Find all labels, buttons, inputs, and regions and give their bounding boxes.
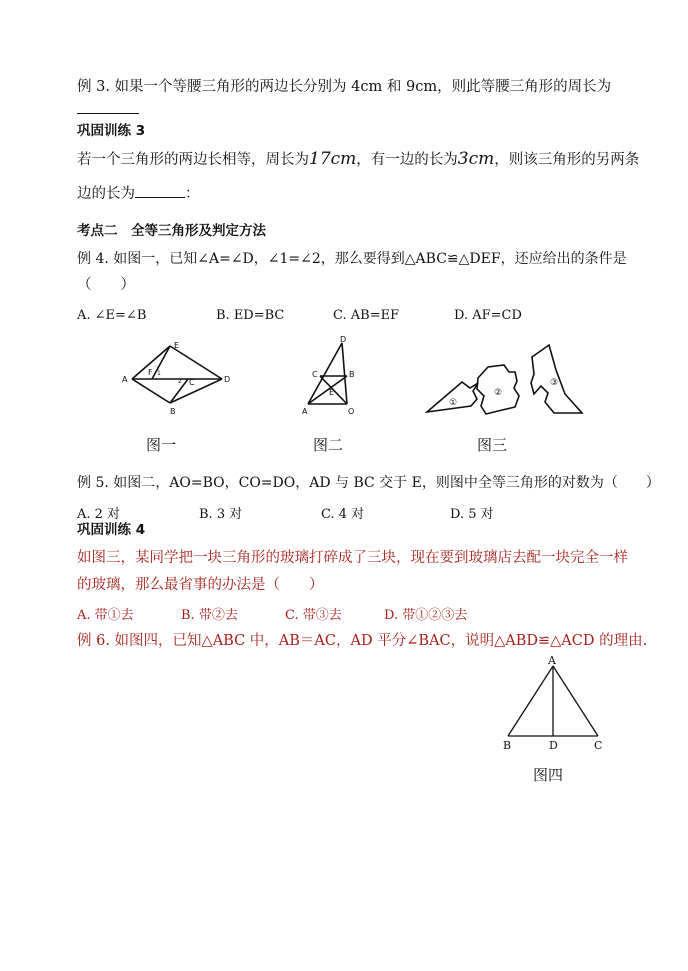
fig1-label-2: 2 <box>178 378 182 385</box>
figure-4-caption: 图四 <box>533 766 564 784</box>
fig2-label-b: B <box>349 370 355 379</box>
ex5-text: 例 5. 如图二，AO=BO，CO=DO，AD 与 BC 交于 E，则图中全等三角形的对数为（ ） <box>77 475 660 491</box>
fig1-label-d: D <box>224 375 231 384</box>
figure-2-caption: 图二 <box>313 436 344 454</box>
figure-4 <box>500 652 620 752</box>
ex4-option-b[interactable]: B. ED=BC <box>216 308 285 323</box>
ex6-text: 例 6. 如图四，已知△ABC 中，AB＝AC，AD 平分∠BAC，说明△ABD≌△ACD 的理由. <box>77 633 648 649</box>
fig2-label-e: E <box>329 388 335 397</box>
fig4-label-d: D <box>549 739 558 752</box>
practice3-heading: 巩固训练 3 <box>77 123 146 139</box>
ex3-text: 例 3. 如果一个等腰三角形的两边长分别为 4cm 和 9cm，则此等腰三角形的周长为 <box>77 79 612 95</box>
practice3-line2-b: ： <box>185 186 200 202</box>
fig4-label-c: C <box>594 739 603 752</box>
practice3-line1-b: ，有一边的长为 <box>356 152 458 168</box>
value-17cm: 17cm <box>309 149 357 169</box>
fig1-label-e: E <box>174 341 180 350</box>
ex4-line2: （ ） <box>77 277 135 293</box>
practice3-line1-a: 若一个三角形的两边长相等，周长为 <box>77 152 309 168</box>
fig1-label-a: A <box>122 375 128 384</box>
practice4-line2: 的玻璃，那么最省事的办法是（ ） <box>77 577 324 593</box>
figure-3-caption: 图三 <box>477 436 508 454</box>
practice4-option-a[interactable]: A. 带①去 <box>77 608 134 623</box>
fig3-label-3: ③ <box>550 378 559 388</box>
ex5-option-c[interactable]: C. 4 对 <box>321 507 365 522</box>
fig3-label-2: ② <box>494 388 503 398</box>
fig1-label-1: 1 <box>157 370 161 377</box>
fig2-line-ab <box>308 376 347 404</box>
fig2-label-c: C <box>312 370 318 379</box>
practice4-option-c[interactable]: C. 带③去 <box>285 608 342 623</box>
fig4-line-ac <box>553 666 598 736</box>
fig2-line-od <box>342 343 347 404</box>
fig1-label-b: B <box>170 407 176 416</box>
practice4-option-b[interactable]: B. 带②去 <box>181 608 238 623</box>
figure-2 <box>296 336 356 416</box>
ex4-line1: 例 4. 如图一，已知∠A=∠D，∠1=∠2，那么要得到△ABC≌△DEF，还应给出的条件是 <box>77 251 627 267</box>
ex4-option-a[interactable]: A. ∠E=∠B <box>77 308 147 323</box>
fig2-label-o: O <box>348 407 355 416</box>
ex4-option-c[interactable]: C. AB=EF <box>333 308 400 323</box>
practice3-line1-c: ，则该三角形的另两条 <box>494 152 640 168</box>
fig4-line-ab <box>508 666 553 736</box>
fig4-label-a: A <box>548 654 556 667</box>
ex5-option-a[interactable]: A. 2 对 <box>77 507 121 522</box>
fig2-label-a: A <box>302 407 308 416</box>
ex4-option-d[interactable]: D. AF=CD <box>454 308 522 323</box>
practice3-line2-a: 边的长为 <box>77 186 135 202</box>
fig4-label-b: B <box>503 739 512 752</box>
fig3-label-1: ① <box>449 398 458 408</box>
value-3cm: 3cm <box>457 149 495 169</box>
figure-3 <box>425 343 590 423</box>
practice3-line1 <box>77 150 639 169</box>
practice4-option-d[interactable]: D. 带①②③去 <box>384 608 468 623</box>
practice3-line2 <box>77 183 200 203</box>
ex5-option-b[interactable]: B. 3 对 <box>199 507 243 522</box>
fig1-line-fe <box>152 346 170 379</box>
ex5-option-d[interactable]: D. 5 对 <box>450 507 494 522</box>
fig1-label-c: C <box>189 378 195 387</box>
fig1-line-ab <box>132 379 170 403</box>
figure-1-caption: 图一 <box>146 436 177 454</box>
fig1-line-ed <box>170 346 222 379</box>
section-heading: 考点二 全等三角形及判定方法 <box>77 223 266 239</box>
fig2-label-d: D <box>340 335 347 344</box>
practice4-heading: 巩固训练 4 <box>77 522 146 538</box>
practice3-answer-blank[interactable] <box>135 183 185 198</box>
figure-1 <box>110 336 230 416</box>
ex3-answer-blank[interactable] <box>77 99 139 114</box>
practice4-line1: 如图三，某同学把一块三角形的玻璃打碎成了三块，现在要到玻璃店去配一块完全一样 <box>77 550 628 566</box>
fig1-label-f: F <box>148 368 153 377</box>
